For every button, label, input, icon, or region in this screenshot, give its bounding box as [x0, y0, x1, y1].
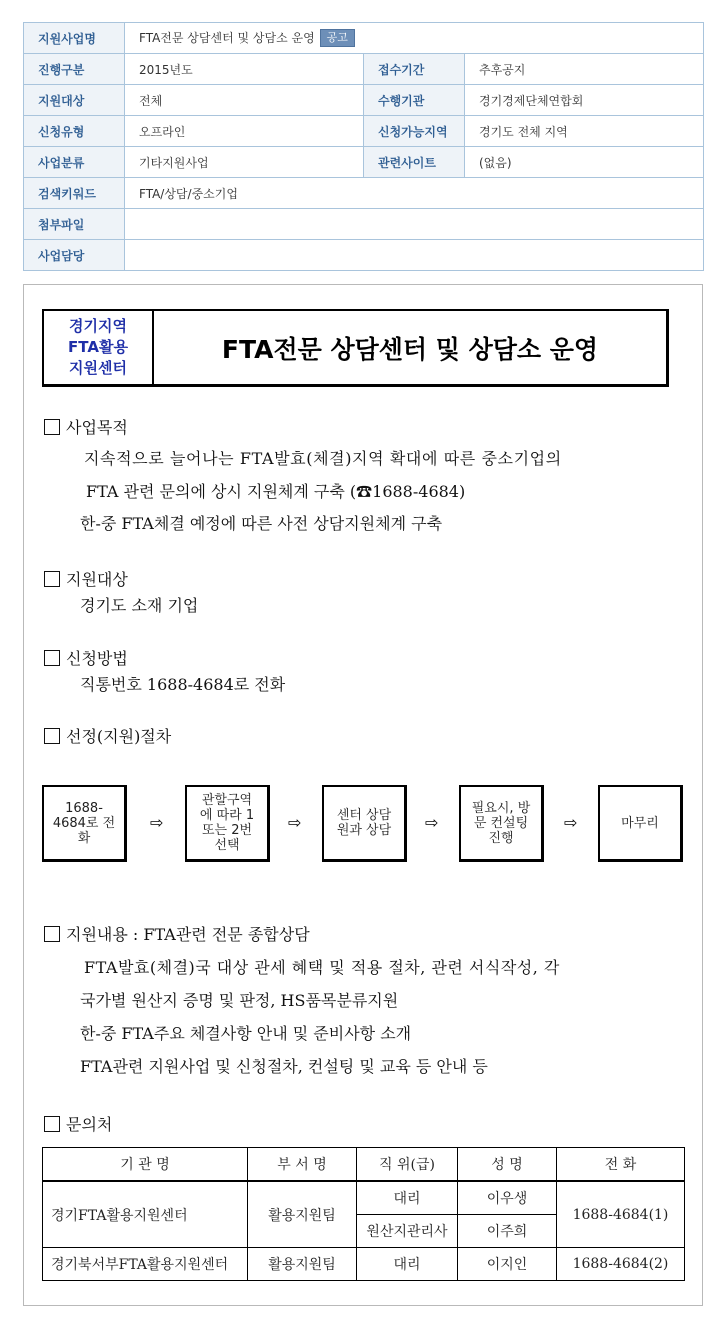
contact-phone: 1688-4684(2): [557, 1248, 685, 1281]
contact-position: 대리: [357, 1181, 458, 1215]
support-line: 국가별 원산지 증명 및 판정, HS품목분류지원: [80, 991, 399, 1010]
info-value-attachment: [125, 209, 704, 240]
info-value: 오프라인: [125, 116, 364, 147]
info-value-program: [125, 23, 704, 54]
contact-row: [43, 1248, 685, 1281]
info-row: [24, 178, 704, 209]
info-row: [24, 240, 704, 271]
contact-row: [43, 1181, 685, 1215]
contact-phone: 1688-4684(1): [557, 1181, 685, 1248]
flow-step-2: 관할구역 에 따라 1 또는 2번 선택: [185, 785, 270, 862]
purpose-line: FTA 관련 문의에 상시 지원체계 구축 (☎1688-4684): [86, 482, 466, 501]
section-procedure: [44, 724, 171, 747]
contact-header-cell: 성 명: [458, 1148, 557, 1182]
info-label: 첨부파일: [24, 209, 125, 240]
contact-header-cell: 부 서 명: [248, 1148, 357, 1182]
checkbox-square-icon: [44, 1116, 60, 1132]
info-value: 경기경제단체연합회: [465, 85, 704, 116]
section-title: 지원내용 : FTA관련 전문 종합상담: [66, 925, 310, 944]
contact-org: 경기북서부FTA활용지원센터: [43, 1248, 248, 1281]
contact-dept: 활용지원팀: [248, 1181, 357, 1248]
section-method: [44, 646, 128, 669]
section-title: 선정(지원)절차: [66, 727, 172, 746]
content-panel: [23, 284, 703, 1306]
contact-name: 이주희: [458, 1215, 557, 1248]
info-label: 신청가능지역: [364, 116, 465, 147]
contact-name: 이우생: [458, 1181, 557, 1215]
flow-step-4: 필요시, 방 문 컨설팅 진행: [459, 785, 544, 862]
contact-dept: 활용지원팀: [248, 1248, 357, 1281]
support-line: 한-중 FTA주요 체결사항 안내 및 준비사항 소개: [80, 1024, 412, 1043]
contact-header-cell: 기 관 명: [43, 1148, 248, 1182]
contact-header-cell: 직 위(급): [357, 1148, 458, 1182]
info-row: [24, 147, 704, 178]
contact-position: 대리: [357, 1248, 458, 1281]
content-title: FTA전문 상담센터 및 상담소 운영: [221, 334, 599, 364]
checkbox-square-icon: [44, 728, 60, 744]
org-name: 경기지역 FTA활용 지원센터: [44, 311, 154, 384]
info-label: 수행기관: [364, 85, 465, 116]
info-row: [24, 54, 704, 85]
info-label: 관련사이트: [364, 147, 465, 178]
target-line: 경기도 소재 기업: [80, 596, 199, 615]
flow-step-3: 센터 상담 원과 상담: [322, 785, 407, 862]
info-value: 기타지원사업: [125, 147, 364, 178]
purpose-line: 한-중 FTA체결 예정에 따른 사전 상담지원체계 구축: [80, 514, 443, 533]
info-label: 사업담당: [24, 240, 125, 271]
contact-name: 이지인: [458, 1248, 557, 1281]
program-info-table: [23, 22, 704, 271]
info-row: [24, 85, 704, 116]
info-row-program: [24, 23, 704, 54]
support-line: FTA발효(체결)국 대상 관세 혜택 및 적용 절차, 관련 서식작성, 각: [84, 958, 560, 977]
contact-table: [42, 1147, 685, 1281]
contact-position: 원산지관리사: [357, 1215, 458, 1248]
info-label: 검색키워드: [24, 178, 125, 209]
section-support: [44, 922, 310, 945]
purpose-line: 지속적으로 늘어나는 FTA발효(체결)지역 확대에 따른 중소기업의: [84, 449, 562, 468]
info-label: 접수기간: [364, 54, 465, 85]
checkbox-square-icon: [44, 571, 60, 587]
section-contact: [44, 1112, 112, 1135]
info-label: 진행구분: [24, 54, 125, 85]
info-label: 신청유형: [24, 116, 125, 147]
arrow-right-icon: ⇨: [150, 813, 164, 832]
program-name: FTA전문 상담센터 및 상담소 운영: [139, 30, 315, 45]
info-value-site: (없음): [465, 147, 704, 178]
arrow-right-icon: ⇨: [425, 813, 439, 832]
info-value: 2015년도: [125, 54, 364, 85]
section-title: 문의처: [66, 1115, 113, 1134]
section-title: 지원대상: [66, 570, 128, 589]
info-value: 추후공지: [465, 54, 704, 85]
section-target: [44, 567, 128, 590]
contact-header-cell: 전 화: [557, 1148, 685, 1182]
contact-header-row: [43, 1148, 685, 1182]
notice-badge[interactable]: 공고: [320, 29, 355, 47]
checkbox-square-icon: [44, 650, 60, 666]
support-line: FTA관련 지원사업 및 신청절차, 컨설팅 및 교육 등 안내 등: [80, 1057, 488, 1076]
info-value: 경기도 전체 지역: [465, 116, 704, 147]
info-row: [24, 209, 704, 240]
info-label: 지원사업명: [24, 23, 125, 54]
section-title: 사업목적: [66, 418, 128, 437]
info-row: [24, 116, 704, 147]
section-purpose: [44, 415, 128, 438]
checkbox-square-icon: [44, 926, 60, 942]
info-label: 사업분류: [24, 147, 125, 178]
arrow-right-icon: ⇨: [564, 813, 578, 832]
contact-org: 경기FTA활용지원센터: [43, 1181, 248, 1248]
content-header: [42, 309, 669, 387]
section-title: 신청방법: [66, 649, 128, 668]
arrow-right-icon: ⇨: [288, 813, 302, 832]
method-line: 직통번호 1688-4684로 전화: [80, 675, 286, 694]
flow-step-5: 마무리: [598, 785, 683, 862]
info-value-keywords: FTA/상담/중소기업: [125, 178, 704, 209]
flow-step-1: 1688- 4684로 전 화: [42, 785, 127, 862]
checkbox-square-icon: [44, 419, 60, 435]
info-label: 지원대상: [24, 85, 125, 116]
info-value: 전체: [125, 85, 364, 116]
info-value-manager: [125, 240, 704, 271]
